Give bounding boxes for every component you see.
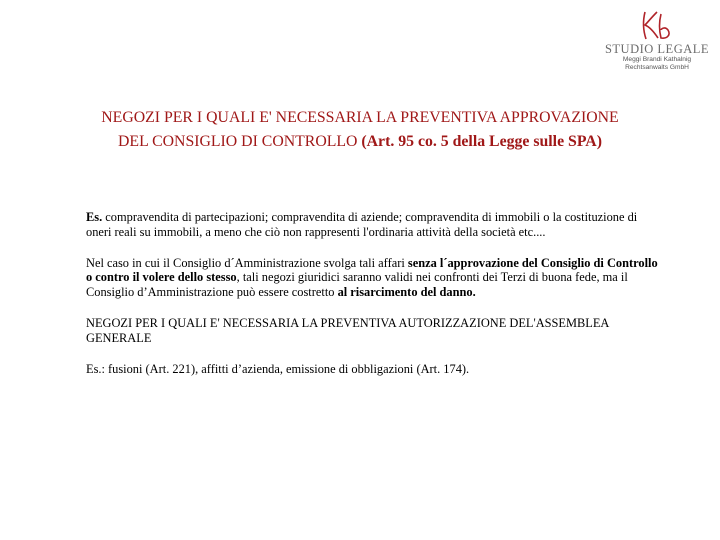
consequence-bold-1: senza l´approvazione del Consiglio di Controllo o contro il volere dello stesso	[86, 255, 658, 285]
consequence-text-2: , tali negozi giuridici saranno validi nei confronti dei Terzi di buona fede, ma il Consiglio d’Amministrazione può essere costretto	[86, 270, 628, 300]
heading-article-reference: (Art. 95 co. 5 della Legge sulle SPA)	[361, 133, 602, 150]
consequence-bold-2: al risarcimento del danno.	[337, 285, 476, 300]
slide-body	[86, 210, 661, 392]
section-heading-2-text: NEGOZI PER I QUALI E' NECESSARIA LA PREVENTIVA AUTORIZZAZIONE DEL'ASSEMBLEA GENERALE	[86, 315, 609, 345]
slide-heading	[20, 106, 700, 154]
firm-logo	[598, 8, 716, 78]
consequence-text-1: Nel caso in cui il Consiglio d´Amministrazione svolga tali affari	[86, 255, 408, 270]
examples-text: compravendita di partecipazioni; compravendita di aziende; compravendita di immobili o la costituzione di oneri reali su immobili, a meno che ciò non rappresenti l'ordinaria attività della società etc....	[86, 210, 638, 239]
logo-title: STUDIO LEGALE	[604, 42, 710, 56]
logo-line-2: Rechtsanwalts GmbH	[625, 64, 689, 71]
consequence-paragraph	[86, 256, 661, 300]
firm-monogram-icon	[637, 8, 677, 42]
examples-paragraph-2	[86, 362, 661, 377]
examples-text-2: Es.: fusioni (Art. 221), affitti d’azienda, emissione di obbligazioni (Art. 174).	[86, 361, 470, 376]
section-heading-2	[86, 316, 661, 346]
examples-paragraph	[86, 210, 661, 240]
examples-label: Es.	[86, 210, 103, 224]
heading-line-2: DEL CONSIGLIO DI CONTROLLO	[118, 133, 362, 150]
heading-line-1: NEGOZI PER I QUALI E' NECESSARIA LA PREVENTIVA APPROVAZIONE	[101, 109, 619, 126]
logo-line-1: Meggi Brandi Kathalnig	[622, 56, 692, 63]
